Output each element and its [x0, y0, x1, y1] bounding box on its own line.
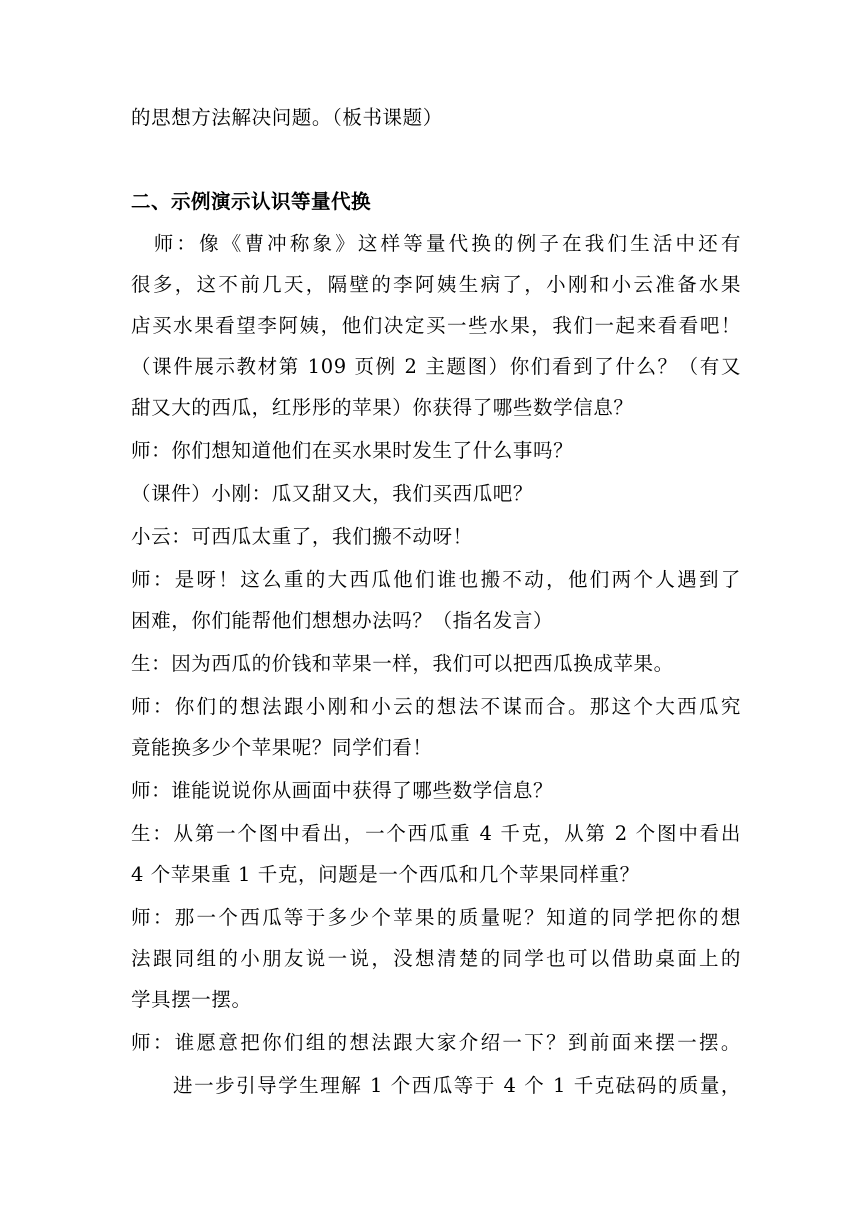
text-line-4: 很多，这不前几天，隔壁的李阿姨生病了，小刚和小云准备水果 — [131, 273, 741, 296]
text-line-7: 甜又大的西瓜，红彤彤的苹果）你获得了哪些数学信息？ — [131, 396, 634, 419]
text-line-1: 的思想方法解决问题。（板书课题） — [131, 106, 443, 129]
text-line-18: 4 个苹果重 1 千克，问题是一个西瓜和几个苹果同样重？ — [131, 863, 640, 886]
text-line-5: 店买水果看望李阿姨，他们决定买一些水果，我们一起来看看吧！ — [131, 314, 741, 337]
text-line-15: 竟能换多少个苹果呢？同学们看！ — [131, 736, 433, 759]
text-line-8: 师：你们想知道他们在买水果时发生了什么事吗？ — [131, 439, 574, 462]
text-line-16: 师：谁能说说你从画面中获得了哪些数学信息？ — [131, 779, 554, 802]
text-line-3: 师：像《曹冲称象》这样等量代换的例子在我们生活中还有 — [131, 232, 741, 255]
text-line-12: 困难，你们能帮他们想想办法吗？（指名发言） — [131, 609, 554, 632]
text-line-21: 学具摆一摆。 — [131, 988, 252, 1011]
text-line-17: 生：从第一个图中看出，一个西瓜重 4 千克，从第 2 个图中看出 — [131, 822, 741, 845]
section-heading: 二、示例演示认识等量代换 — [131, 190, 372, 213]
text-line-6: （课件展示教材第 109 页例 2 主题图）你们看到了什么？（有又 — [131, 355, 741, 378]
text-line-20: 法跟同组的小朋友说一说，没想清楚的同学也可以借助桌面上的 — [131, 947, 741, 970]
text-line-11: 师：是呀！这么重的大西瓜他们谁也搬不动，他们两个人遇到了 — [131, 568, 741, 591]
text-line-10: 小云：可西瓜太重了，我们搬不动呀！ — [131, 525, 473, 548]
text-line-22: 师：谁愿意把你们组的想法跟大家介绍一下？到前面来摆一摆。 — [131, 1031, 741, 1054]
text-line-14: 师：你们的想法跟小刚和小云的想法不谋而合。那这个大西瓜究 — [131, 695, 741, 718]
text-line-23: 进一步引导学生理解 1 个西瓜等于 4 个 1 千克砝码的质量， — [131, 1074, 741, 1097]
text-line-19: 师：那一个西瓜等于多少个苹果的质量呢？知道的同学把你的想 — [131, 906, 741, 929]
text-line-13: 生：因为西瓜的价钱和苹果一样，我们可以把西瓜换成苹果。 — [131, 652, 674, 675]
text-line-9: （课件）小刚：瓜又甜又大，我们买西瓜吧？ — [131, 482, 534, 505]
